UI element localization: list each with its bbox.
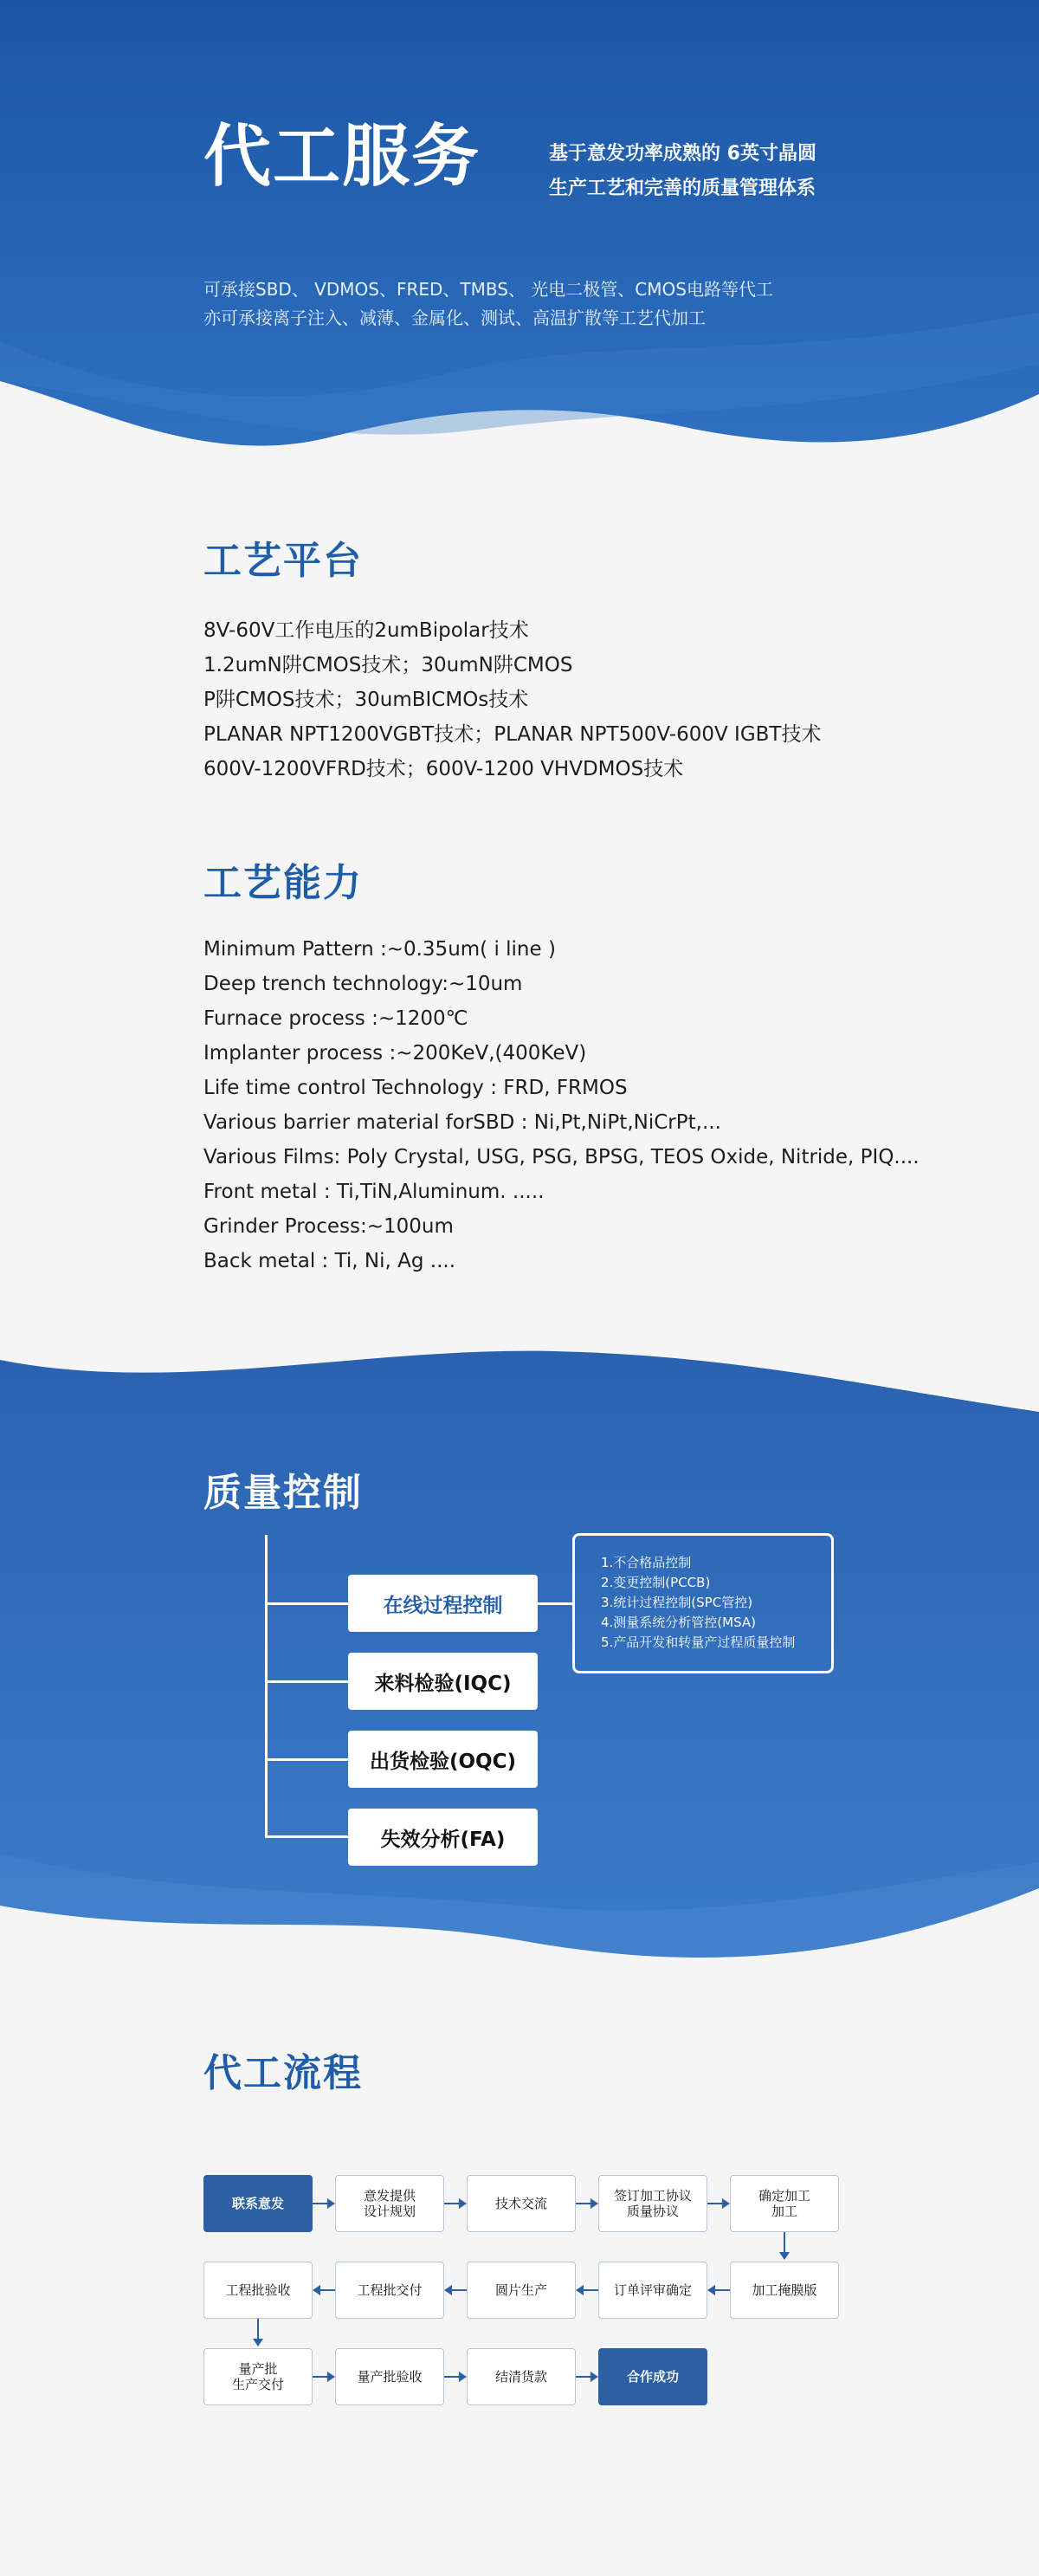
capability-title: 工艺能力	[203, 861, 363, 905]
capability-item: Various barrier material forSBD : Ni,Pt,NiPt,NiCrPt,...	[203, 1111, 721, 1134]
flow-step-label: 加工	[771, 2204, 797, 2219]
hero-subtitle-line: 生产工艺和完善的质量管理体系	[549, 178, 816, 199]
hero-title: 代工服务	[203, 118, 481, 196]
capability-item: Back metal : Ti, Ni, Ag ....	[203, 1250, 456, 1272]
capability-item: Various Films: Poly Crystal, USG, PSG, BPSG, TEOS Oxide, Nitride, PIQ....	[203, 1146, 920, 1168]
flow-arrow-left	[578, 2289, 598, 2291]
flow-step-success[interactable]	[598, 2348, 707, 2405]
flow-step-order-review[interactable]	[598, 2262, 707, 2319]
platform-item: P阱CMOS技术；30umBICMOs技术	[203, 689, 529, 711]
flow-step-eng-delivery[interactable]	[335, 2262, 444, 2319]
flow-step-wafer-production[interactable]	[467, 2262, 576, 2319]
capability-item: Grinder Process:~100um	[203, 1215, 454, 1238]
capability-item: Furnace process :~1200℃	[203, 1007, 468, 1030]
quality-detail-item: 5.产品开发和转量产过程质量控制	[601, 1634, 796, 1650]
quality-title: 质量控制	[203, 1471, 363, 1515]
flow-arrow-right	[444, 2376, 465, 2378]
quality-box-fa[interactable]: 失效分析(FA)	[348, 1809, 538, 1866]
capability-list	[203, 932, 920, 1278]
quality-detail-item: 4.测量系统分析管控(MSA)	[601, 1615, 757, 1630]
capability-item: Front metal : Ti,TiN,Aluminum. .....	[203, 1181, 545, 1203]
flow-step-label: 签订加工协议	[613, 2188, 692, 2204]
hero-background	[0, 0, 1039, 468]
quality-detail-panel	[572, 1533, 834, 1673]
flow-arrow-down	[257, 2319, 259, 2345]
flow-arrow-right	[444, 2203, 465, 2204]
flow-arrow-left	[314, 2289, 335, 2291]
quality-detail-item: 2.变更控制(PCCB)	[601, 1575, 711, 1590]
flow-step-confirm-process[interactable]	[730, 2175, 839, 2232]
flow-arrow-down	[784, 2232, 785, 2258]
flow-step-design[interactable]	[335, 2175, 444, 2232]
flow-step-eng-acceptance[interactable]	[203, 2262, 313, 2319]
flow-step-label: 联系意发	[231, 2196, 284, 2211]
quality-box-oqc[interactable]: 出货检验(OQC)	[348, 1731, 538, 1788]
flow-step-payment[interactable]	[467, 2348, 576, 2405]
flow-arrow-left	[446, 2289, 467, 2291]
quality-tree-branch	[265, 1680, 348, 1683]
hero-description	[203, 275, 773, 333]
platform-item: 8V-60V工作电压的2umBipolar技术	[203, 619, 529, 642]
flow-step-agreement[interactable]	[598, 2175, 707, 2232]
flow-step-label: 生产交付	[231, 2377, 284, 2392]
platform-item: 1.2umN阱CMOS技术；30umN阱CMOS	[203, 654, 573, 676]
flow-step-label: 量产批验收	[357, 2369, 423, 2385]
flow-step-label: 量产批	[238, 2361, 278, 2377]
platform-item: PLANAR NPT1200VGBT技术；PLANAR NPT500V-600V IGBT技术	[203, 723, 822, 746]
flow-step-mass-delivery[interactable]	[203, 2348, 313, 2405]
platform-list	[203, 613, 821, 786]
flow-step-contact[interactable]	[203, 2175, 313, 2232]
quality-detail-connector	[538, 1602, 572, 1605]
quality-tree-line	[265, 1535, 268, 1836]
quality-tree-branch	[265, 1758, 348, 1761]
flow-arrow-left	[709, 2289, 730, 2291]
quality-detail-item: 3.统计过程控制(SPC管控)	[601, 1595, 753, 1610]
hero-desc-line: 亦可承接离子注入、减薄、金属化、测试、高温扩散等工艺代加工	[203, 307, 706, 328]
quality-detail-item: 1.不合格品控制	[601, 1555, 692, 1570]
flow-step-label: 工程批验收	[225, 2282, 291, 2298]
hero-subtitle-line: 基于意发功率成熟的 6英寸晶圆	[549, 143, 816, 165]
flow-step-label: 技术交流	[494, 2196, 547, 2211]
flow-step-label: 工程批交付	[357, 2282, 423, 2298]
quality-box-iqc[interactable]: 来料检验(IQC)	[348, 1653, 538, 1710]
quality-tree-branch	[265, 1835, 348, 1838]
quality-box-inprocess[interactable]: 在线过程控制	[348, 1575, 538, 1632]
capability-item: Deep trench technology:~10um	[203, 973, 523, 995]
hero-subtitle	[549, 137, 816, 206]
flow-step-label: 合作成功	[626, 2369, 679, 2385]
flow-step-label: 质量协议	[626, 2204, 679, 2219]
flow-arrow-right	[707, 2203, 728, 2204]
hero-desc-line: 可承接SBD、 VDMOS、FRED、TMBS、 光电二极管、CMOS电路等代工	[203, 279, 773, 300]
flow-step-tech-exchange[interactable]	[467, 2175, 576, 2232]
capability-item: Minimum Pattern :~0.35um( i line )	[203, 938, 556, 961]
flow-step-label: 意发提供	[363, 2188, 416, 2204]
flow-arrow-right	[576, 2376, 597, 2378]
hero-banner	[0, 0, 1039, 468]
quality-tree-branch	[265, 1602, 348, 1605]
flow-step-mass-acceptance[interactable]	[335, 2348, 444, 2405]
platform-title: 工艺平台	[203, 539, 363, 583]
capability-item: Life time control Technology : FRD, FRMOS	[203, 1077, 628, 1099]
flow-step-label: 圆片生产	[494, 2282, 547, 2298]
flow-title: 代工流程	[203, 2051, 363, 2095]
capability-item: Implanter process :~200KeV,(400KeV)	[203, 1042, 587, 1065]
flow-step-label: 设计规划	[363, 2204, 416, 2219]
flow-arrow-right	[313, 2203, 333, 2204]
flow-arrow-right	[313, 2376, 333, 2378]
flow-arrow-right	[576, 2203, 597, 2204]
platform-item: 600V-1200VFRD技术；600V-1200 VHVDMOS技术	[203, 758, 684, 780]
flow-step-label: 加工掩膜版	[752, 2282, 817, 2298]
flow-step-label: 确定加工	[758, 2188, 810, 2204]
flow-step-label: 结清货款	[494, 2369, 547, 2385]
flow-step-label: 订单评审确定	[613, 2282, 692, 2298]
flow-step-mask[interactable]	[730, 2262, 839, 2319]
